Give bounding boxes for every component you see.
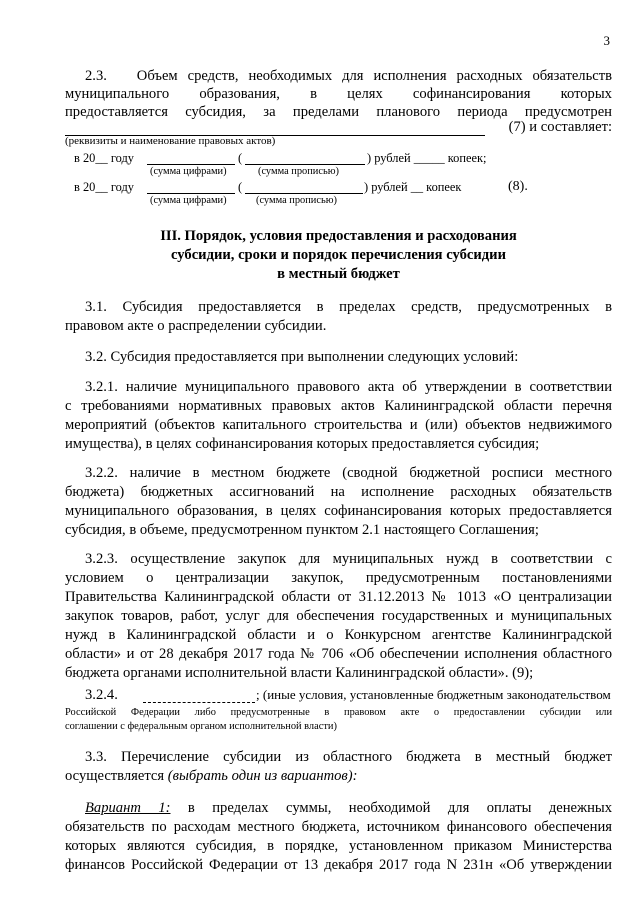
p322-line3: муниципального образования, в целях софинансирования которых предоставляется xyxy=(65,503,612,519)
row2-rest: ) рублей __ копеек xyxy=(364,180,462,194)
p33-l1-text: 3.3. Перечисление субсидии из областного бюджета в местный бюджет xyxy=(85,749,612,765)
p324-line3: соглашении с федеральным органом исполнительной власти) xyxy=(65,721,337,732)
s23-l2f: которых xyxy=(560,86,612,102)
p323-l1-text: 3.2.3. осуществление закупок для муниципальных нужд в соответствии с xyxy=(85,551,612,567)
variant1-line4: финансов Российской Федерации от 13 декабря 2017 года N 231н «Об утверждении xyxy=(65,857,612,873)
row2-ref: (8). xyxy=(508,179,528,194)
p31-l1-text: 3.1. Субсидия предоставляется в пределах средств, предусмотренных в xyxy=(85,299,612,315)
p324-line2: Российской Федерации либо предусмотренные в правовом акте о предоставлении субсидии или xyxy=(65,707,612,718)
s23-line3: предоставляется субсидия, за пределами планового периода предусмотрен xyxy=(65,104,612,120)
p321-l1-text: 3.2.1. наличие муниципального правового акта об утверждении в соответствии xyxy=(85,379,612,395)
p324-fill-line xyxy=(143,702,255,703)
row2-open-paren: ( xyxy=(238,180,243,194)
p324-label: 3.2.4. xyxy=(85,687,118,703)
row1-open-paren: ( xyxy=(238,151,243,165)
p322-line2: бюджета) бюджетных ассигнований на исполнение расходных обязательств xyxy=(65,484,612,500)
p323-line3: Правительства Калининградской области от 31.12.2013 № 1013 «О централизации xyxy=(65,589,612,605)
variant1-label: Вариант 1: xyxy=(85,800,171,816)
s23-l2d: целях xyxy=(347,86,383,102)
section3-title-line3: в местный бюджет xyxy=(277,266,400,282)
p33-l2-b: (выбрать один из вариантов): xyxy=(167,768,358,784)
row2-year: в 20__ году xyxy=(74,180,134,194)
p322-line4: субсидия, в объеме, предусмотренном пунктом 2.1 настоящего Соглашения; xyxy=(65,522,539,538)
section3-title-line2: субсидии, сроки и порядок перечисления субсидии xyxy=(171,247,506,263)
p324-line1-end: ; (иные условия, установленные бюджетным законодательством xyxy=(256,687,611,702)
p31-line2: правовом акте о распределении субсидии. xyxy=(65,318,327,334)
p322-l1-text: 3.2.2. наличие в местном бюджете (сводной бюджетной росписи местного xyxy=(85,465,612,481)
page-number: 3 xyxy=(603,33,610,48)
p321-line2: с требованиями нормативных правовых актов Калининградской области перечня xyxy=(65,398,612,414)
acts-note: (реквизиты и наименование правовых актов) xyxy=(65,135,276,147)
p32-line1 xyxy=(65,347,612,368)
variant1-l1-text: в пределах суммы, необходимой для оплаты денежных xyxy=(187,800,613,816)
row1-note-digits: (сумма цифрами) xyxy=(150,166,227,177)
row1-note-words: (сумма прописью) xyxy=(258,166,339,177)
p33-l2-a: осуществляется xyxy=(65,768,165,784)
p324-line1-start xyxy=(65,685,145,706)
s23-line1-text: Объем средств, необходимых для исполнения расходных обязательств xyxy=(136,68,612,84)
p321-line3: мероприятий (объектов капитального строительства и (или) объектов недвижимого xyxy=(65,417,612,433)
s23-l2a: муниципального xyxy=(65,86,170,102)
row1-rest: ) рублей _____ копеек; xyxy=(367,151,487,165)
row1-year: в 20__ году xyxy=(74,151,134,165)
p32-l1-text: 3.2. Субсидия предоставляется при выполнении следующих условий: xyxy=(85,349,519,365)
s23-l2e: софинансирования xyxy=(412,86,531,102)
p323-line4: закупок товаров, работ, услуг для обеспечения государственных и муниципальных xyxy=(65,608,612,624)
s23-l2c: в xyxy=(310,86,318,102)
p321-line4: имущества), в целях софинансирования которых предоставляется субсидия; xyxy=(65,436,540,452)
p323-line7: бюджета органами исполнительной власти Калининградской области». (9); xyxy=(65,665,534,681)
p323-line5: нужд в Калининградской области и о Конкурсном агентстве Калининградской xyxy=(65,627,612,643)
row2-note-words: (сумма прописью) xyxy=(256,195,337,206)
s23-line4-end: (7) и составляет: xyxy=(508,119,612,135)
variant1-line2: обязательств по расходам местного бюджета, источником финансового обеспечения xyxy=(65,819,612,835)
variant1-line3: которых являются субсидия, в порядке, установленном приказом Министерства xyxy=(65,838,612,854)
section3-title-line1: III. Порядок, условия предоставления и расходования xyxy=(160,228,517,244)
s23-l2b: образования, xyxy=(199,86,280,102)
p323-line6: области» и от 28 декабря 2017 года № 706 «Об обеспечении исполнения областного xyxy=(65,646,612,662)
p33-line2 xyxy=(65,766,612,787)
p323-line2: условием о централизации закупок, предусмотренным постановлениями xyxy=(65,570,612,586)
s23-label: 2.3. xyxy=(85,68,107,84)
row2-note-digits: (сумма цифрами) xyxy=(150,195,227,206)
